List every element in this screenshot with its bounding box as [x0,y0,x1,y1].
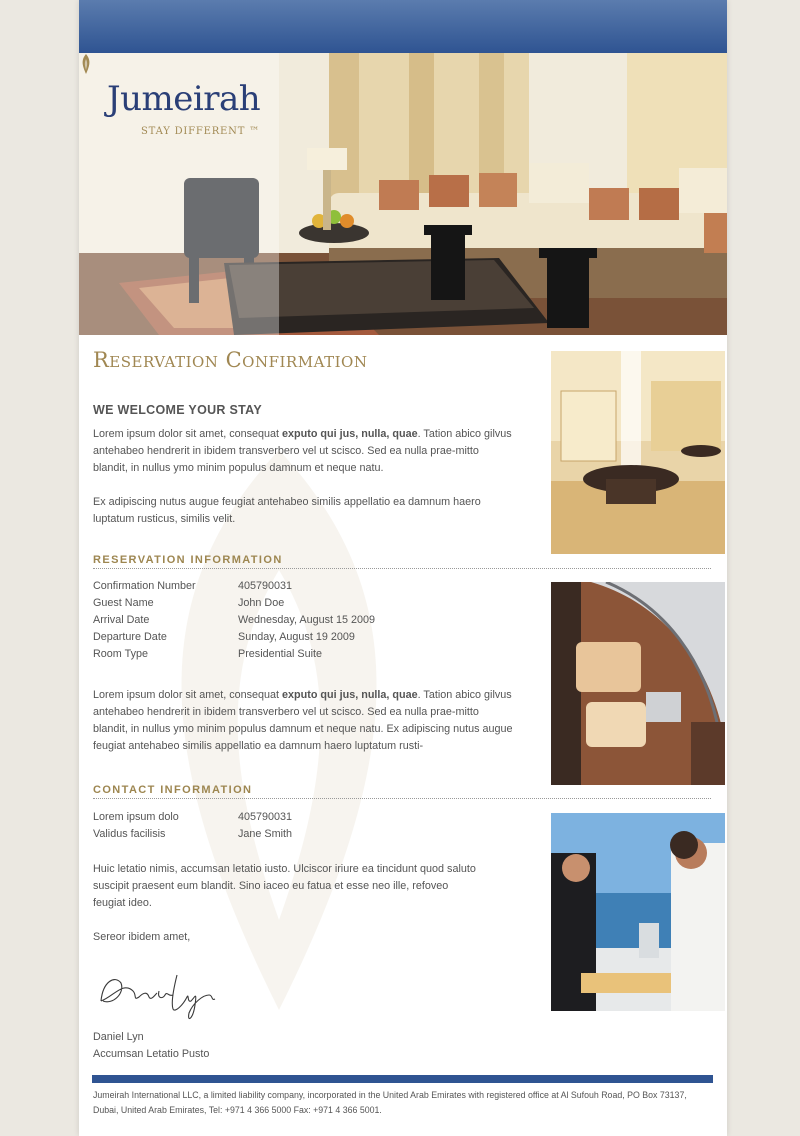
mall-photo [551,351,725,554]
flame-logo-icon [79,53,93,75]
reservation-row: Departure Date Sunday, August 19 2009 [93,631,355,643]
brand-tagline: STAY DIFFERENT ™ [141,126,260,137]
signer-name: Daniel Lyn [93,1031,144,1043]
contact-details [93,809,513,843]
reservation-row: Confirmation Number 405790031 [93,580,293,592]
signer-title: Accumsan Letatio Pusto [93,1048,210,1060]
reservation-paragraph: Lorem ipsum dolor sit amet, consequat exputo qui jus, nulla, quae. Tation abico gilvus antehabeo hendrerit in ibidem transverbero vel ut scisco. Sed ea nulla prae-mitto blandit, in nullus ymo minim populus damnum et neque natu. Ex adipiscing nutus augue feugiat antehabeo similis appellatio ea damnum haero luptatum rusti- [93,689,513,752]
intro-paragraph-2: Ex adipiscing nutus augue feugiat antehabeo similis appellatio ea damnum haero luptatum rusticus, similis velit. [93,496,481,525]
intro-paragraph: Lorem ipsum dolor sit amet, consequat exputo qui jus, nulla, quae. Tation abico gilvus antehabeo hendrerit in ibidem transverbero vel ut scisco. Sed ea nulla prae-mitto blandit, in nullus ymo minim populus damnum et neque natu. [93,428,512,474]
signature-image [93,961,223,1023]
welcome-heading: WE WELCOME YOUR STAY [93,403,262,417]
contact-row: Lorem ipsum dolo 405790031 [93,811,293,823]
reservation-heading: RESERVATION INFORMATION [93,554,711,569]
signer-block [93,1029,209,1063]
reservation-row: Room Type Presidential Suite [93,648,323,660]
page-title: Reservation Confirmation [93,348,368,372]
footer-bar [92,1075,713,1083]
footer-text: Jumeirah International LLC, a limited liability company, incorporated in the United Arab Emirates with registered office at Al Sufouh Road, PO Box 73137, Dubai, United Arab Emirates, Tel: +971 4 366 5000 Fax: +971 4 366 5001. [93,1090,687,1115]
terrace-photo [551,813,725,1011]
hero-image [79,53,727,335]
contact-paragraph: Huic letatio nimis, accumsan letatio iusto. Ulciscor iriure ea tincidunt quod saluto suscipit praesent eum blandit. Sino iaceo eu fatua et esse neo ille, refoveo feugiat ideo. [93,863,476,909]
reservation-row: Guest Name John Doe [93,597,285,609]
brand-logo: Jumeirah [107,79,261,119]
contact-heading: CONTACT INFORMATION [93,784,711,799]
reservation-row: Arrival Date Wednesday, August 15 2009 [93,614,376,626]
email-sheet [79,0,727,1136]
header-bar [79,0,727,53]
contact-row: Validus facilisis Jane Smith [93,828,293,840]
atrium-photo [551,582,725,785]
closing-line: Sereor ibidem amet, [93,931,191,943]
reservation-details [93,578,513,663]
